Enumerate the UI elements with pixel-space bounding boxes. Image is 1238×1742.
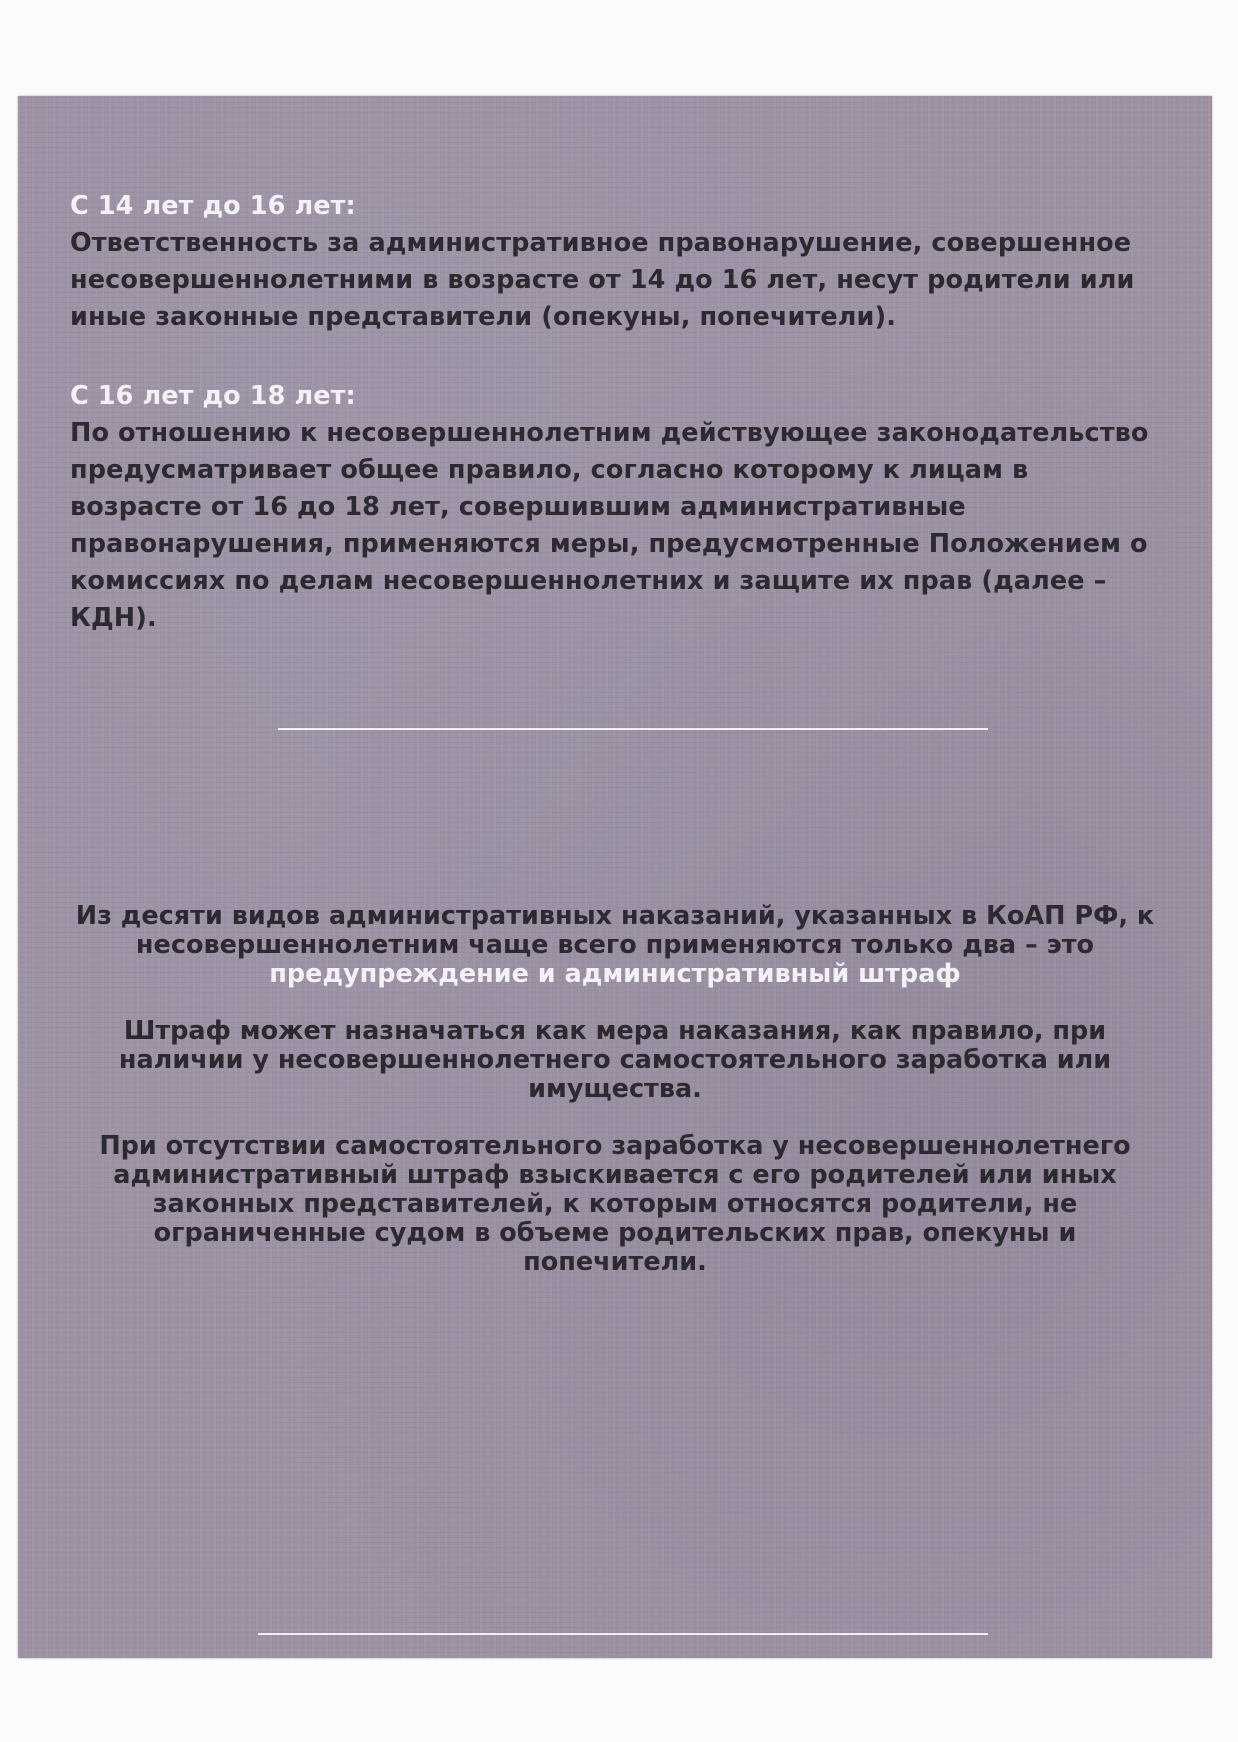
section-16-18-text: По отношению к несовершеннолетним действующее законодательство предусматривает общее правило, согласно которому к лицам в возрасте от 16 до 18 лет, совершившим административные правонарушения, применяются меры, предусмотренные Положением о комиссиях по делам несовершеннолетних и защите их прав (далее – КДН).: [70, 418, 1149, 633]
no-income-rule-paragraph: [68, 1132, 1162, 1277]
no-income-rule-text: При отсутствии самостоятельного заработка у несовершеннолетнего административный штраф взыскивается с его родителей или иных законных представителей, к которым относятся родители, не ограниченные судом в объеме родительских прав, опекуны и попечители.: [99, 1131, 1131, 1277]
fine-rule-paragraph: [68, 1017, 1162, 1104]
section-14-16: [70, 188, 1150, 336]
punishments-intro-paragraph: [68, 902, 1162, 989]
section-16-18: [70, 378, 1150, 637]
document-page: [18, 96, 1212, 1658]
fine-rule-text: Штраф может назначаться как мера наказания, как правило, при наличии у несовершеннолетнего самостоятельного заработка или имущества.: [118, 1016, 1112, 1104]
section-14-16-heading: С 14 лет до 16 лет:: [70, 191, 356, 221]
punishments-intro: Из десяти видов административных наказаний, указанных в КоАП РФ, к несовершеннолетним чаще всего применяются только два – это: [75, 901, 1155, 960]
punishments-highlight: предупреждение и административный штраф: [269, 959, 961, 989]
divider-top: [278, 728, 988, 730]
section-16-18-heading: С 16 лет до 18 лет:: [70, 381, 356, 411]
section-14-16-text: Ответственность за административное правонарушение, совершенное несовершеннолетними в возрасте от 14 до 16 лет, несут родители или иные законные представители (опекуны, попечители).: [70, 228, 1135, 332]
divider-bottom: [258, 1633, 988, 1635]
